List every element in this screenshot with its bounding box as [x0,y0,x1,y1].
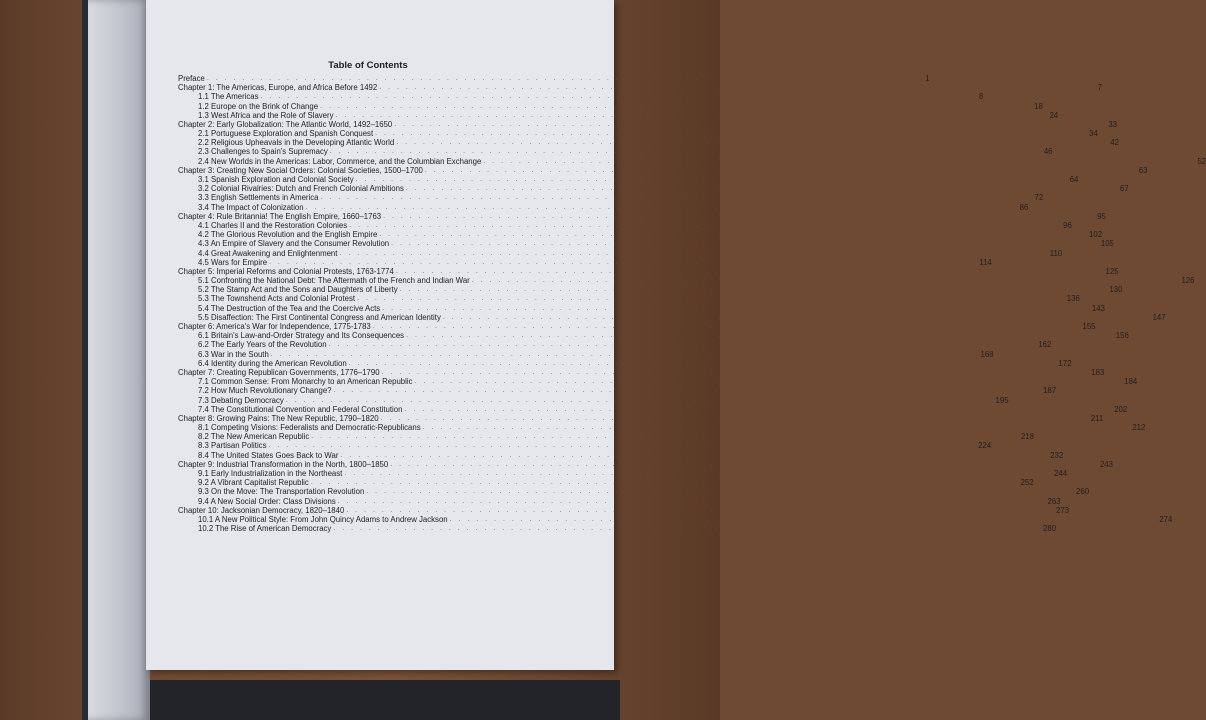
toc-entry-page: 8 [978,92,984,102]
toc-dot-leader: . . . . . . . . . . . . . . . . . . . . . . . . . . . . . . . . . . . . . . . . . . . . . . . . . . . . . . . . . . . . . . . . . . . . . . . . . . . . . . . . [379,231,1087,239]
toc-dot-leader: . . . . . . . . . . . . . . . . . . . . . . . . . . . . . . . . . . . . . . . . . . . . . . . . . . . . . . . . . . . . . . . . . . . . . . . . . . . . . . . . [349,221,1056,229]
toc-dot-leader: . . . . . . . . . . . . . . . . . . . . . . . . . . . . . . . . . . . . . . . . . . . . . . . . . . . . . . . . . . . . . . . . . . . . . . . . . . . . . . . . [449,515,1157,523]
toc-dot-leader: . . . . . . . . . . . . . . . . . . . . . . . . . . . . . . . . . . . . . . . . . . . . . . . . . . . . . . . . . . . . . . . . . . . . . . . . . . . . . . . . [366,488,1074,496]
toc-entry-page: 274 [1159,514,1173,524]
toc-entry-title: 7.2 How Much Revolutionary Change? [198,386,332,396]
toc-entry-page: 162 [1038,340,1052,350]
toc-section-entry [178,303,1105,313]
toc-dot-leader: . . . . . . . . . . . . . . . . . . . . . . . . . . . . . . . . . . . . . . . . . . . . . . . . . . . . . . . . . . . . . . . . . . . . . . . . . . . . . . . . [339,249,1047,257]
toc-dot-leader: . . . . . . . . . . . . . . . . . . . . . . . . . . . . . . . . . . . . . . . . . . . . . . . . . . . . . . . . . . . . . . . . . . . . . . . . . . . . . . . . [260,93,968,101]
toc-entry-title: 4.5 Wars for Empire [198,257,268,267]
toc-entry-page: 232 [1050,450,1064,460]
toc-chapter-entry [178,73,930,83]
toc-chapter-entry [178,165,1148,175]
toc-dot-leader: . . . . . . . . . . . . . . . . . . . . . . . . . . . . . . . . . . . . . . . . . . . . . . . . . . . . . . . . . . . . . . . . . . . . . . . . . . . . . . . . [340,451,1048,459]
toc-dot-leader: . . . . . . . . . . . . . . . . . . . . . . . . . . . . . . . . . . . . . . . . . . . . . . . . . . . . . . . . . . . . . . . . . . . . . . . . . . . . . . . . [383,212,1090,220]
toc-chapter-entry [178,367,1105,377]
toc-section-entry [178,276,1195,286]
toc-entry-page: 110 [1049,248,1063,258]
toc-entry-page: 114 [979,257,992,267]
toc-entry-title: 8.4 The United States Goes Back to War [198,450,339,460]
toc-entry-page: 46 [1043,147,1053,157]
toc-section-entry [178,147,1053,157]
toc-chapter-entry [178,211,1106,221]
toc-entry-page: 187 [1043,386,1057,396]
toc-entry-page: 183 [1091,367,1105,377]
toc-entry-page: 7 [1097,83,1102,93]
toc-entry-page: 52 [1197,156,1206,166]
toc-section-entry [178,202,1029,212]
toc-dot-leader: . . . . . . . . . . . . . . . . . . . . . . . . . . . . . . . . . . . . . . . . . . . . . . . . . . . . . . . . . . . . . . . . . . . . . . . . . . . . . . . . [483,157,1191,165]
book-cover-bottom [150,680,620,720]
toc-entry-page: 143 [1091,303,1105,313]
toc-entry-title: 2.3 Challenges to Spain's Supremacy [198,147,328,157]
toc-entry-title: Chapter 2: Early Globalization: The Atlantic World, 1492–1650 [178,119,393,129]
toc-entry-title: 8.1 Competing Visions: Federalists and Democratic-Republicans [198,423,421,433]
toc-entry-title: Chapter 8: Growing Pains: The New Republic, 1790–1820 [178,413,379,423]
toc-entry-title: 5.2 The Stamp Act and the Sons and Daughters of Liberty [198,285,398,295]
toc-entry-page: 105 [1100,239,1114,249]
toc-section-entry [178,220,1072,230]
toc-dot-leader: . . . . . . . . . . . . . . . . . . . . . . . . . . . . . . . . . . . . . . . . . . . . . . . . . . . . . . . . . . . . . . . . . . . . . . . . . . . . . . . . [424,166,1132,174]
toc-list [178,73,1206,534]
toc-dot-leader: . . . . . . . . . . . . . . . . . . . . . . . . . . . . . . . . . . . . . . . . . . . . . . . . . . . . . . . . . . . . . . . . . . . . . . . . . . . . . . . . [357,295,1064,303]
toc-dot-leader: . . . . . . . . . . . . . . . . . . . . . . . . . . . . . . . . . . . . . . . . . . . . . . . . . . . . . . . . . . . . . . . . . . . . . . . . . . . . . . . . [382,304,1089,312]
toc-entry-title: 5.5 Disaffection: The First Continental Congress and American Identity [198,312,441,322]
toc-dot-leader: . . . . . . . . . . . . . . . . . . . . . . . . . . . . . . . . . . . . . . . . . . . . . . . . . . . . . . . . . . . . . . . . . . . . . . . . . . . . . . . . [285,396,993,404]
toc-section-entry [178,257,992,267]
toc-dot-leader: . . . . . . . . . . . . . . . . . . . . . . . . . . . . . . . . . . . . . . . . . . . . . . . . . . . . . . . . . . . . . . . . . . . . . . . . . . . . . . . . [269,258,976,266]
toc-dot-leader: . . . . . . . . . . . . . . . . . . . . . . . . . . . . . . . . . . . . . . . . . . . . . . . . . . . . . . . . . . . . . . . . . . . . . . . . . . . . . . . . [396,139,1103,147]
toc-section-entry [178,138,1119,148]
toc-dot-leader: . . . . . . . . . . . . . . . . . . . . . . . . . . . . . . . . . . . . . . . . . . . . . . . . . . . . . . . . . . . . . . . . . . . . . . . . . . . . . . . . [348,359,1056,367]
toc-section-entry [178,184,1129,194]
toc-section-entry [178,450,1064,460]
toc-entry-title: 6.1 Britain's Law-and-Order Strategy and Its Consequences [198,331,405,341]
toc-dot-leader: . . . . . . . . . . . . . . . . . . . . . . . . . . . . . . . . . . . . . . . . . . . . . . . . . . . . . . . . . . . . . . . . . . . . . . . . . . . . . . . . [405,185,1113,193]
toc-section-entry [178,239,1114,249]
toc-entry-page: 147 [1152,312,1166,322]
toc-dot-leader: . . . . . . . . . . . . . . . . . . . . . . . . . . . . . . . . . . . . . . . . . . . . . . . . . . . . . . . . . . . . . . . . . . . . . . . . . . . . . . . . [379,84,1086,92]
toc-section-entry [178,395,1009,405]
toc-dot-leader: . . . . . . . . . . . . . . . . . . . . . . . . . . . . . . . . . . . . . . . . . . . . . . . . . . . . . . . . . . . . . . . . . . . . . . . . . . . . . . . . [311,433,1018,441]
toc-dot-leader: . . . . . . . . . . . . . . . . . . . . . . . . . . . . . . . . . . . . . . . . . . . . . . . . . . . . . . . . . . . . . . . . . . . . . . . . . . . . . . . . [206,74,914,82]
toc-dot-leader: . . . . . . . . . . . . . . . . . . . . . . . . . . . . . . . . . . . . . . . . . . . . . . . . . . . . . . . . . . . . . . . . . . . . . . . . . . . . . . . . [268,442,976,450]
toc-entry-page: 168 [980,349,994,359]
toc-entry-page: 211 [1090,413,1104,423]
toc-entry-title: Chapter 7: Creating Republican Governments, 1776–1790 [178,367,380,377]
table-of-contents [178,60,1206,650]
toc-entry-title: 7.4 The Constitutional Convention and Federal Constitution [198,404,403,414]
toc-entry-title: 1.2 Europe on the Brink of Change [198,101,319,111]
toc-entry-title: 7.3 Debating Democracy [198,395,284,405]
toc-entry-page: 34 [1089,129,1098,139]
toc-entry-page: 252 [1020,478,1034,488]
toc-entry-page: 280 [1043,524,1057,534]
toc-dot-leader: . . . . . . . . . . . . . . . . . . . . . . . . . . . . . . . . . . . . . . . . . . . . . . . . . . . . . . . . . . . . . . . . . . . . . . . . . . . . . . . . [442,313,1150,321]
toc-chapter-entry [178,505,1070,515]
toc-section-entry [178,349,994,359]
toc-section-entry [178,110,1059,120]
toc-dot-leader: . . . . . . . . . . . . . . . . . . . . . . . . . . . . . . . . . . . . . . . . . . . . . . . . . . . . . . . . . . . . . . . . . . . . . . . . . . . . . . . . [320,194,1028,202]
toc-dot-leader: . . . . . . . . . . . . . . . . . . . . . . . . . . . . . . . . . . . . . . . . . . . . . . . . . . . . . . . . . . . . . . . . . . . . . . . . . . . . . . . . [404,405,1112,413]
toc-entry-page: 212 [1132,423,1146,433]
toc-entry-page: 67 [1119,184,1129,194]
toc-section-entry [178,340,1052,350]
toc-dot-leader: . . . . . . . . . . . . . . . . . . . . . . . . . . . . . . . . . . . . . . . . . . . . . . . . . . . . . . . . . . . . . . . . . . . . . . . . . . . . . . . . [395,267,1103,275]
toc-entry-page: 125 [1105,266,1119,276]
toc-dot-leader: . . . . . . . . . . . . . . . . . . . . . . . . . . . . . . . . . . . . . . . . . . . . . . . . . . . . . . . . . . . . . . . . . . . . . . . . . . . . . . . . [335,111,1043,119]
toc-entry-title: 6.4 Identity during the American Revolution [198,358,347,368]
toc-entry-page: 244 [1054,469,1068,479]
toc-entry-title: 1.3 West Africa and the Role of Slavery [198,110,334,120]
toc-entry-title: 3.4 The Impact of Colonization [198,202,304,212]
toc-section-entry [178,478,1034,488]
toc-dot-leader: . . . . . . . . . . . . . . . . . . . . . . . . . . . . . . . . . . . . . . . . . . . . . . . . . . . . . . . . . . . . . . . . . . . . . . . . . . . . . . . . [346,506,1054,514]
toc-dot-leader: . . . . . . . . . . . . . . . . . . . . . . . . . . . . . . . . . . . . . . . . . . . . . . . . . . . . . . . . . . . . . . . . . . . . . . . . . . . . . . . . [380,414,1088,422]
toc-section-entry [178,294,1080,304]
toc-entry-page: 273 [1056,505,1070,515]
toc-title: Table of Contents [328,60,408,71]
toc-entry-page: 95 [1097,211,1106,221]
toc-entry-page: 130 [1109,285,1123,295]
toc-dot-leader: . . . . . . . . . . . . . . . . . . . . . . . . . . . . . . . . . . . . . . . . . . . . . . . . . . . . . . . . . . . . . . . . . . . . . . . . . . . . . . . . [270,350,978,358]
toc-entry-title: 9.2 A Vibrant Capitalist Republic [198,478,309,488]
toc-entry-page: 243 [1099,459,1113,469]
toc-chapter-entry [178,459,1113,469]
toc-section-entry [178,285,1123,295]
toc-entry-page: 126 [1181,276,1195,286]
toc-entry-title: 4.4 Great Awakening and Enlightenment [198,248,338,258]
toc-section-entry [178,487,1090,497]
toc-chapter-entry [178,83,1102,93]
toc-section-entry [178,175,1079,185]
toc-entry-title: 4.1 Charles II and the Restoration Colonies [198,220,348,230]
toc-entry-title: 8.2 The New American Republic [198,432,310,442]
toc-dot-leader: . . . . . . . . . . . . . . . . . . . . . . . . . . . . . . . . . . . . . . . . . . . . . . . . . . . . . . . . . . . . . . . . . . . . . . . . . . . . . . . . [381,368,1089,376]
toc-chapter-entry [178,413,1104,423]
toc-entry-title: 6.2 The Early Years of the Revolution [198,340,327,350]
toc-section-entry [178,156,1206,166]
toc-entry-title: Chapter 1: The Americas, Europe, and Africa Before 1492 [178,83,378,93]
toc-entry-title: 9.3 On the Move: The Transportation Revolution [198,487,365,497]
toc-entry-page: 260 [1076,487,1090,497]
toc-dot-leader: . . . . . . . . . . . . . . . . . . . . . . . . . . . . . . . . . . . . . . . . . . . . . . . . . . . . . . . . . . . . . . . . . . . . . . . . . . . . . . . . [305,203,1013,211]
toc-dot-leader: . . . . . . . . . . . . . . . . . . . . . . . . . . . . . . . . . . . . . . . . . . . . . . . . . . . . . . . . . . . . . . . . . . . . . . . . . . . . . . . . [414,378,1122,386]
toc-section-entry [178,524,1057,534]
toc-dot-leader: . . . . . . . . . . . . . . . . . . . . . . . . . . . . . . . . . . . . . . . . . . . . . . . . . . . . . . . . . . . . . . . . . . . . . . . . . . . . . . . . [391,240,1098,248]
toc-dot-leader: . . . . . . . . . . . . . . . . . . . . . . . . . . . . . . . . . . . . . . . . . . . . . . . . . . . . . . . . . . . . . . . . . . . . . . . . . . . . . . . . [471,277,1179,285]
toc-entry-title: 4.3 An Empire of Slavery and the Consumer Revolution [198,239,390,249]
toc-dot-leader: . . . . . . . . . . . . . . . . . . . . . . . . . . . . . . . . . . . . . . . . . . . . . . . . . . . . . . . . . . . . . . . . . . . . . . . . . . . . . . . . [333,525,1041,533]
toc-section-entry [178,441,992,451]
toc-entry-page: 33 [1108,119,1117,129]
toc-entry-title: 6.3 War in the South [198,349,269,359]
toc-entry-title: 5.1 Confronting the National Debt: The Aftermath of the French and Indian War [198,276,470,286]
toc-dot-leader: . . . . . . . . . . . . . . . . . . . . . . . . . . . . . . . . . . . . . . . . . . . . . . . . . . . . . . . . . . . . . . . . . . . . . . . . . . . . . . . . [344,470,1052,478]
toc-entry-title: 4.2 The Glorious Revolution and the English Empire [198,230,378,240]
toc-section-entry [178,193,1044,203]
toc-section-entry [178,432,1034,442]
toc-entry-title: 8.3 Partisan Politics [198,441,267,451]
toc-section-entry [178,496,1061,506]
toc-entry-title: Chapter 10: Jacksonian Democracy, 1820–1840 [178,505,345,515]
toc-section-entry [178,404,1128,414]
book-page-edges [88,0,150,720]
toc-section-entry [178,469,1068,479]
toc-section-entry [178,248,1063,258]
toc-entry-title: 1.1 The Americas [198,92,259,102]
toc-entry-title: Chapter 4: Rule Britannia! The English Empire, 1660–1763 [178,211,382,221]
toc-entry-title: Chapter 6: America's War for Independence, 1775-1783 [178,322,371,332]
toc-entry-page: 18 [1034,101,1043,111]
toc-chapter-entry [178,119,1117,129]
toc-entry-title: 3.1 Spanish Exploration and Colonial Society [198,175,354,185]
toc-dot-leader: . . . . . . . . . . . . . . . . . . . . . . . . . . . . . . . . . . . . . . . . . . . . . . . . . . . . . . . . . . . . . . . . . . . . . . . . . . . . . . . . [333,387,1041,395]
toc-entry-page: 42 [1110,138,1119,148]
toc-dot-leader: . . . . . . . . . . . . . . . . . . . . . . . . . . . . . . . . . . . . . . . . . . . . . . . . . . . . . . . . . . . . . . . . . . . . . . . . . . . . . . . . [310,479,1018,487]
toc-entry-title: 10.1 A New Political Style: From John Quincy Adams to Andrew Jackson [198,514,448,524]
toc-entry-title: 9.4 A New Social Order: Class Divisions [198,496,336,506]
toc-entry-page: 156 [1115,331,1129,341]
toc-section-entry [178,230,1103,240]
toc-section-entry [178,423,1146,433]
toc-section-entry [178,386,1057,396]
toc-entry-page: 96 [1063,220,1072,230]
toc-entry-title: 2.1 Portuguese Exploration and Spanish Conquest [198,129,374,139]
toc-entry-page: 102 [1089,230,1103,240]
toc-entry-page: 64 [1069,175,1079,185]
toc-dot-leader: . . . . . . . . . . . . . . . . . . . . . . . . . . . . . . . . . . . . . . . . . . . . . . . . . . . . . . . . . . . . . . . . . . . . . . . . . . . . . . . . [337,497,1045,505]
toc-dot-leader: . . . . . . . . . . . . . . . . . . . . . . . . . . . . . . . . . . . . . . . . . . . . . . . . . . . . . . . . . . . . . . . . . . . . . . . . . . . . . . . . [355,176,1063,184]
toc-dot-leader: . . . . . . . . . . . . . . . . . . . . . . . . . . . . . . . . . . . . . . . . . . . . . . . . . . . . . . . . . . . . . . . . . . . . . . . . . . . . . . . . [372,323,1080,331]
toc-entry-page: 136 [1066,294,1080,304]
toc-entry-page: 195 [995,395,1009,405]
toc-entry-page: 218 [1020,432,1034,442]
toc-section-entry [178,101,1043,111]
toc-dot-leader: . . . . . . . . . . . . . . . . . . . . . . . . . . . . . . . . . . . . . . . . . . . . . . . . . . . . . . . . . . . . . . . . . . . . . . . . . . . . . . . . [390,460,1097,468]
toc-entry-title: 2.4 New Worlds in the Americas: Labor, Commerce, and the Columbian Exchange [198,156,482,166]
toc-dot-leader: . . . . . . . . . . . . . . . . . . . . . . . . . . . . . . . . . . . . . . . . . . . . . . . . . . . . . . . . . . . . . . . . . . . . . . . . . . . . . . . . [399,286,1107,294]
toc-section-entry [178,358,1072,368]
toc-section-entry [178,312,1166,322]
toc-entry-page: 72 [1034,193,1044,203]
toc-entry-page: 63 [1138,165,1148,175]
toc-entry-title: Chapter 9: Industrial Transformation in the North, 1800–1850 [178,459,389,469]
toc-entry-title: 3.2 Colonial Rivalries: Dutch and French Colonial Ambitions [198,184,404,194]
toc-entry-title: Chapter 5: Imperial Reforms and Colonial Protests, 1763-1774 [178,266,394,276]
toc-dot-leader: . . . . . . . . . . . . . . . . . . . . . . . . . . . . . . . . . . . . . . . . . . . . . . . . . . . . . . . . . . . . . . . . . . . . . . . . . . . . . . . . [406,332,1113,340]
toc-dot-leader: . . . . . . . . . . . . . . . . . . . . . . . . . . . . . . . . . . . . . . . . . . . . . . . . . . . . . . . . . . . . . . . . . . . . . . . . . . . . . . . . [422,424,1130,432]
toc-dot-leader: . . . . . . . . . . . . . . . . . . . . . . . . . . . . . . . . . . . . . . . . . . . . . . . . . . . . . . . . . . . . . . . . . . . . . . . . . . . . . . . . [394,120,1101,128]
toc-chapter-entry [178,266,1119,276]
toc-section-entry [178,92,984,102]
toc-entry-page: 155 [1082,322,1096,332]
toc-dot-leader: . . . . . . . . . . . . . . . . . . . . . . . . . . . . . . . . . . . . . . . . . . . . . . . . . . . . . . . . . . . . . . . . . . . . . . . . . . . . . . . . [328,341,1036,349]
toc-entry-title: 3.3 English Settlements in America [198,193,319,203]
toc-entry-page: 24 [1049,110,1059,120]
toc-entry-page: 263 [1047,496,1061,506]
toc-entry-page: 224 [978,441,992,451]
toc-entry-title: 5.3 The Townshend Acts and Colonial Protest [198,294,356,304]
toc-entry-title: 7.1 Common Sense: From Monarchy to an American Republic [198,377,413,387]
toc-section-entry [178,377,1138,387]
toc-entry-title: Chapter 3: Creating New Social Orders: Colonial Societies, 1500–1700 [178,165,423,175]
toc-entry-title: Preface [178,73,205,83]
toc-chapter-entry [178,322,1096,332]
toc-section-entry [178,514,1173,524]
toc-section-entry [178,129,1098,139]
toc-entry-page: 86 [1019,202,1029,212]
toc-entry-title: 2.2 Religious Upheavals in the Developing Atlantic World [198,138,395,148]
toc-entry-page: 202 [1114,404,1128,414]
toc-entry-title: 5.4 The Destruction of the Tea and the Coercive Acts [198,303,381,313]
toc-entry-title: 9.1 Early Industrialization in the Northeast [198,469,343,479]
toc-dot-leader: . . . . . . . . . . . . . . . . . . . . . . . . . . . . . . . . . . . . . . . . . . . . . . . . . . . . . . . . . . . . . . . . . . . . . . . . . . . . . . . . [375,130,1082,138]
toc-dot-leader: . . . . . . . . . . . . . . . . . . . . . . . . . . . . . . . . . . . . . . . . . . . . . . . . . . . . . . . . . . . . . . . . . . . . . . . . . . . . . . . . [320,102,1027,110]
toc-dot-leader: . . . . . . . . . . . . . . . . . . . . . . . . . . . . . . . . . . . . . . . . . . . . . . . . . . . . . . . . . . . . . . . . . . . . . . . . . . . . . . . . [329,148,1037,156]
toc-section-entry [178,331,1129,341]
toc-entry-page: 1 [925,73,930,83]
toc-entry-page: 184 [1124,377,1138,387]
toc-entry-page: 172 [1058,358,1072,368]
toc-entry-title: 10.2 The Rise of American Democracy [198,524,332,534]
